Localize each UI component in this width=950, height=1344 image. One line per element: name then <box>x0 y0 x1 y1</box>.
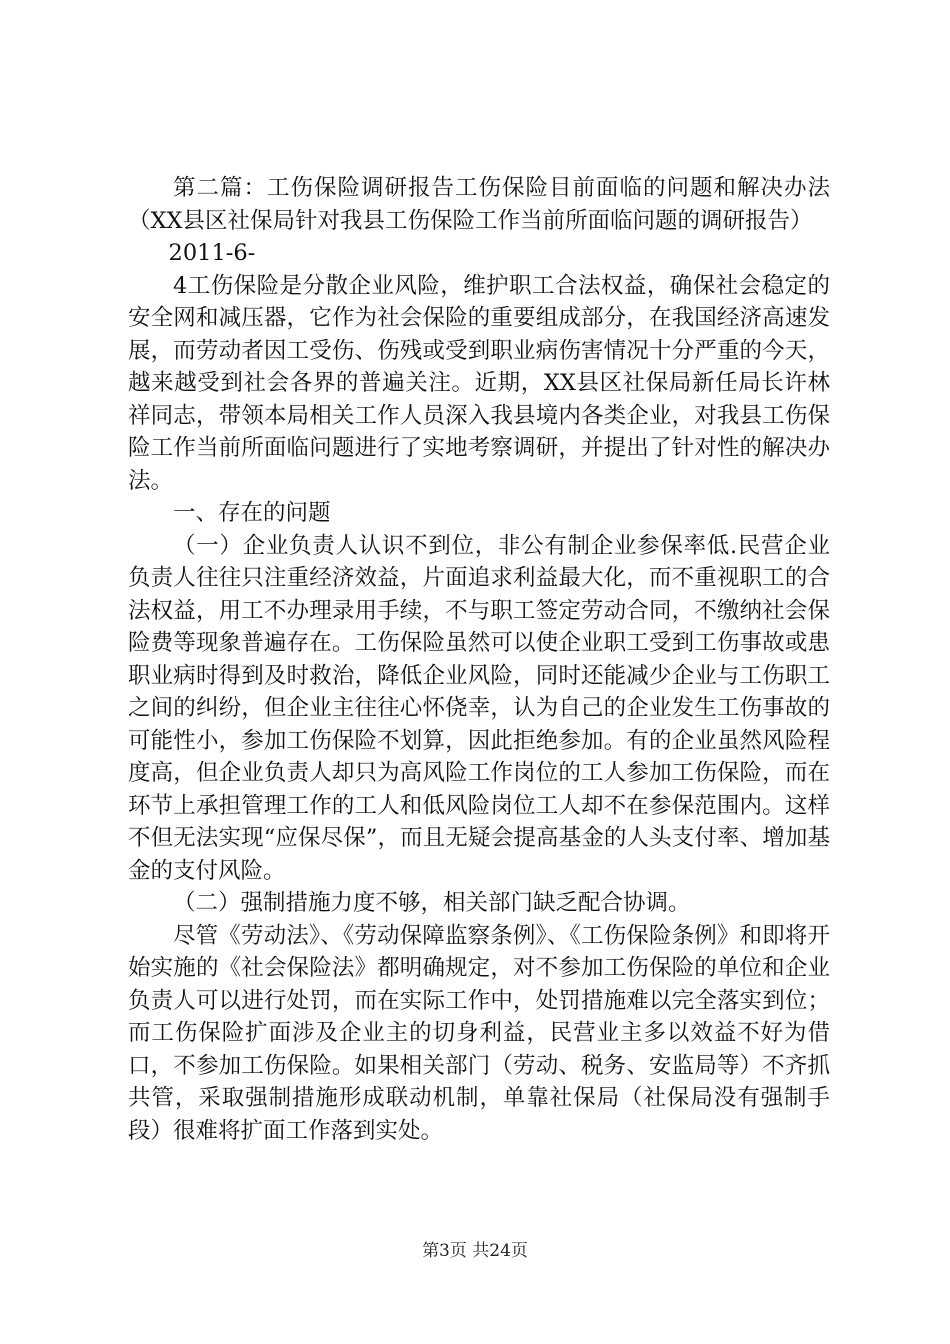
paragraph-date: 2011-6- <box>168 240 256 266</box>
paragraph-problem-2: 尽管《劳动法》、《劳动保障监察条例》、《工伤保险条例》和即将开始实施的《社会保险法》都明确规定，对不参加工伤保险的单位和企业负责人可以进行处罚，而在实际工作中，处罚措施难以完全落实到位；而工伤保险扩面涉及企业主的切身利益，民营业主多以效益不好为借口，不参加工伤保险。如果相关部门（劳动、税务、安监局等）不齐抓共管，采取强制措施形成联动机制，单靠社保局（社保局没有强制手段）很难将扩面工作落到实处。 <box>128 922 830 1144</box>
page-number-label: 第3页 共24页 <box>422 1241 528 1261</box>
paragraph-problem-1: （一）企业负责人认识不到位，非公有制企业参保率低.民营企业负责人往往只注重经济效益，片面追求利益最大化，而不重视职工的合法权益，用工不办理录用手续，不与职工签定劳动合同，不缴纳社会保险费等现象普遍存在。工伤保险虽然可以使企业职工受到工伤事故或患职业病时得到及时救治，降低企业风险，同时还能减少企业与工伤职工之间的纠纷，但企业主往往心怀侥幸，认为自己的企业发生工伤事故的可能性小，参加工伤保险不划算，因此拒绝参加。有的企业虽然风险程度高，但企业负责人却只为高风险工作岗位的工人参加工伤保险，而在环节上承担管理工作的工人和低风险岗位工人却不在参保范围内。这样不但无法实现“应保尽保”，而且无疑会提高基金的人头支付率、增加基金的支付风险。 <box>128 532 830 884</box>
paragraph-title: 第二篇：工伤保险调研报告工伤保险目前面临的问题和解决办法（XX县区社保局针对我县工伤保险工作当前所面临问题的调研报告） <box>128 175 830 234</box>
section-heading-problems: 一、存在的问题 <box>173 500 331 526</box>
document-body <box>128 172 830 1147</box>
subheading-problem-2: （二）强制措施力度不够，相关部门缺乏配合协调。 <box>173 890 691 916</box>
paragraph-intro: 4工伤保险是分散企业风险，维护职工合法权益，确保社会稳定的安全网和减压器，它作为社会保险的重要组成部分，在我国经济高速发展，而劳动者因工受伤、伤残或受到职业病伤害情况十分严重的今天，越来越受到社会各界的普遍关注。近期，XX县区社保局新任局长许林祥同志，带领本局相关工作人员深入我县境内各类企业，对我县工伤保险工作当前所面临问题进行了实地考察调研，并提出了针对性的解决办法。 <box>128 272 830 494</box>
page-footer <box>0 1240 950 1262</box>
